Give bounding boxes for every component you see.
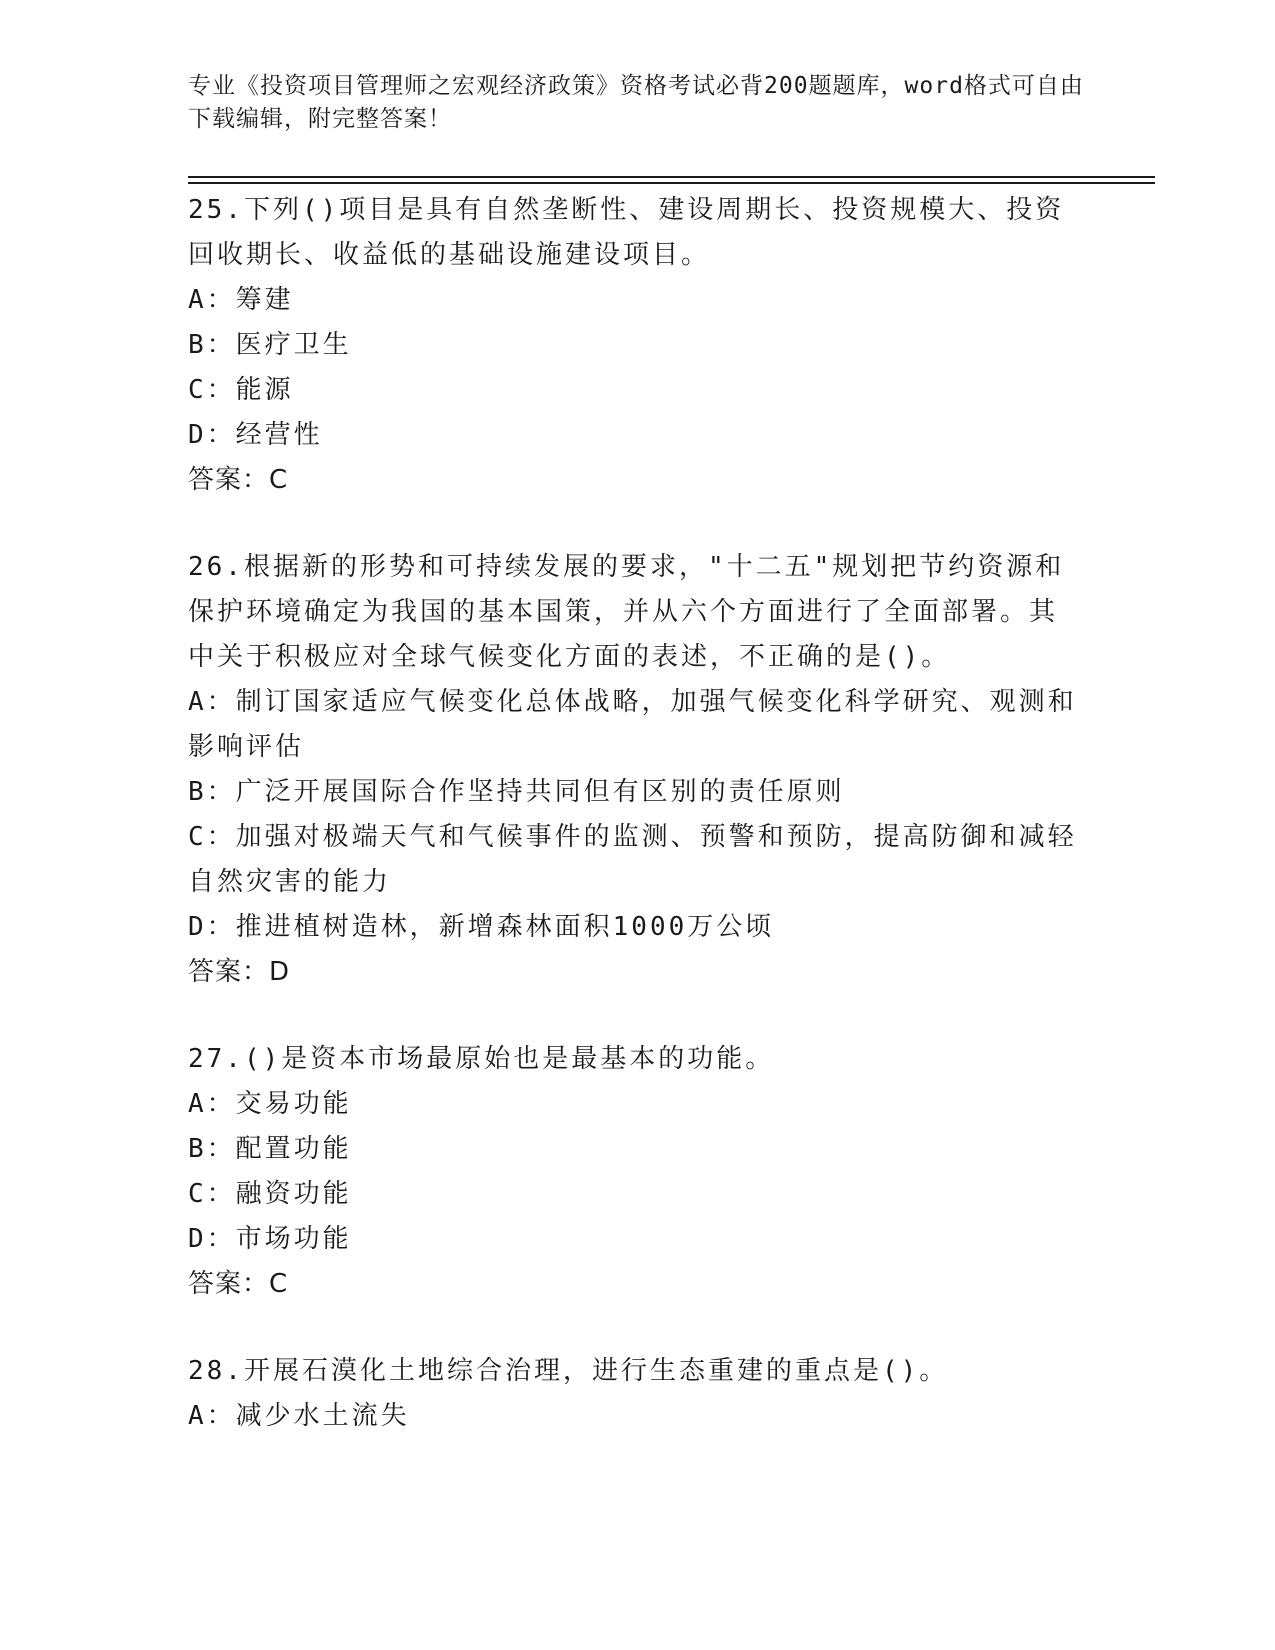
header-rule-top [188, 176, 1155, 178]
question-stem: 25.下列()项目是具有自然垄断性、建设周期长、投资规模大、投资回收期长、收益低的基础设施建设项目。 [188, 195, 1065, 270]
answer-line: 答案：C [188, 465, 289, 495]
option-b: B：广泛开展国际合作坚持共同但有区别的责任原则 [188, 777, 845, 807]
question-stem: 28.开展石漠化土地综合治理，进行生态重建的重点是()。 [188, 1356, 949, 1386]
option-a: A：交易功能 [188, 1089, 352, 1119]
option-d: D：经营性 [188, 420, 323, 450]
question-stem: 27.()是资本市场最原始也是最基本的功能。 [188, 1044, 775, 1074]
question-27 [188, 1037, 1078, 1307]
answer-line: 答案：C [188, 1269, 289, 1299]
answer-line: 答案：D [188, 957, 291, 987]
question-list [188, 188, 1078, 1481]
document-header: 专业《投资项目管理师之宏观经济政策》资格考试必背200题题库，word格式可自由下载编辑，附完整答案！ [188, 73, 1084, 132]
question-26 [188, 545, 1078, 995]
option-d: D：市场功能 [188, 1224, 352, 1254]
option-b: B：配置功能 [188, 1134, 352, 1164]
option-b: B：医疗卫生 [188, 330, 352, 360]
option-d: D：推进植树造林，新增森林面积1000万公顷 [188, 912, 775, 942]
option-c: C：加强对极端天气和气候事件的监测、预警和预防，提高防御和减轻自然灾害的能力 [188, 822, 1077, 897]
header-rule-bottom [188, 182, 1155, 184]
option-c: C：能源 [188, 375, 294, 405]
option-a: A：制订国家适应气候变化总体战略，加强气候变化科学研究、观测和影响评估 [188, 687, 1077, 762]
option-a: A：减少水土流失 [188, 1401, 410, 1431]
question-stem: 26.根据新的形势和可持续发展的要求，"十二五"规划把节约资源和保护环境确定为我国的基本国策，并从六个方面进行了全面部署。其中关于积极应对全球气候变化方面的表述，不正确的是()。 [188, 552, 1065, 672]
question-25 [188, 188, 1078, 503]
option-a: A：筹建 [188, 285, 294, 315]
question-28 [188, 1349, 1078, 1439]
option-c: C：融资功能 [188, 1179, 352, 1209]
